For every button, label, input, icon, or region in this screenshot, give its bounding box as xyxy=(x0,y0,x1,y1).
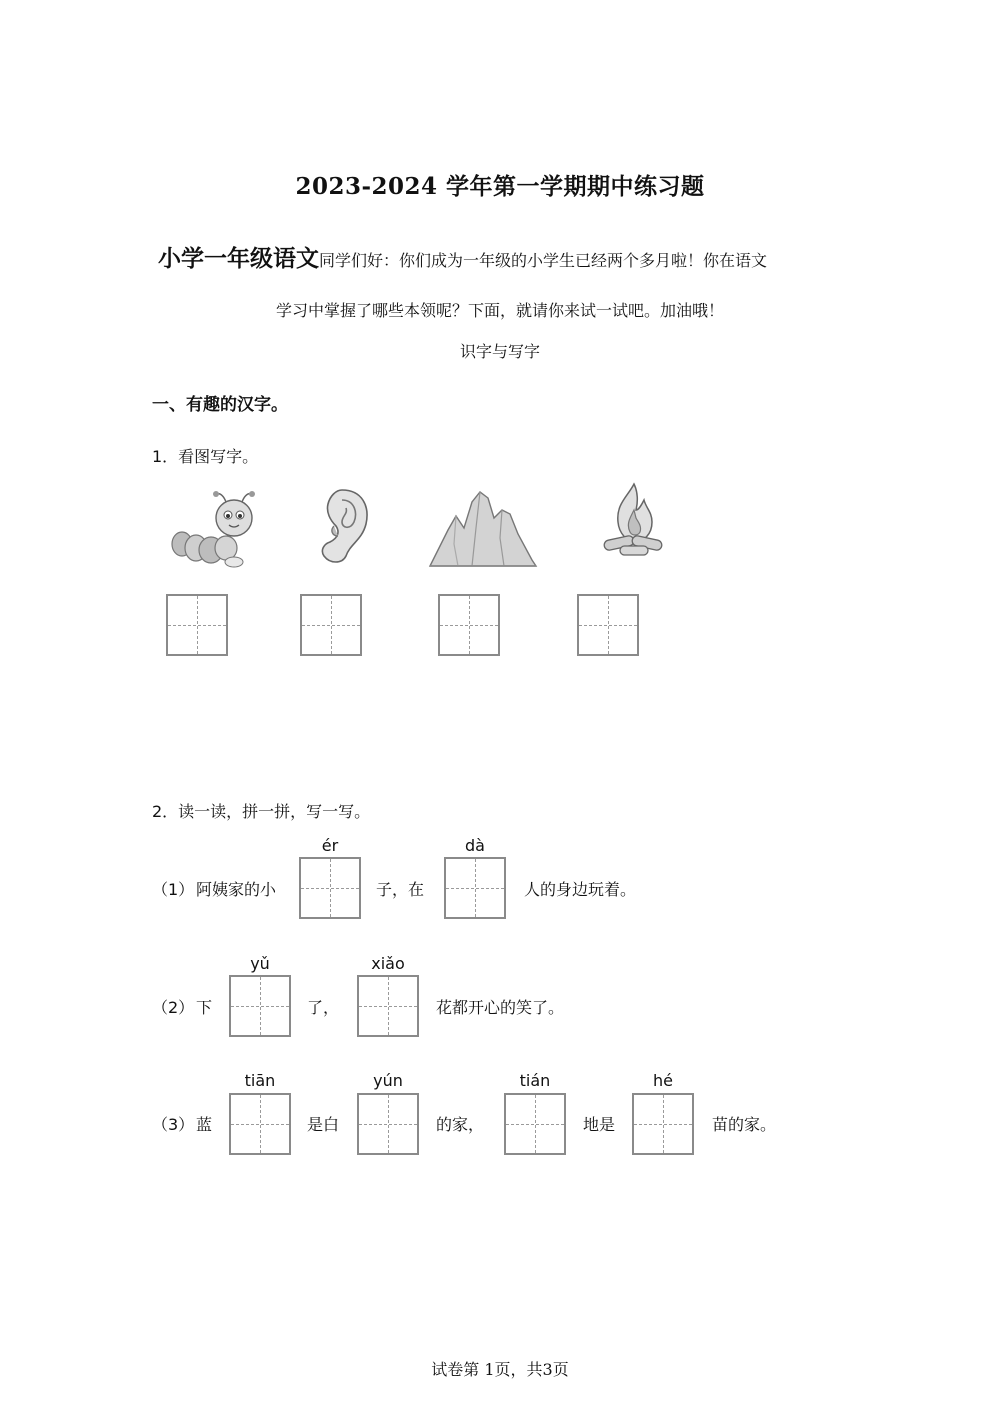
sentence-text: 下 xyxy=(196,998,213,1017)
subtitle-row xyxy=(158,240,767,273)
subtitle: 小学一年级语文 xyxy=(158,246,319,272)
sentence-number: （3） xyxy=(152,1115,195,1134)
writing-box[interactable] xyxy=(299,857,361,919)
sentence-text: 苗的家。 xyxy=(712,1115,777,1134)
sentence-text: 的家， xyxy=(436,1115,485,1134)
ear-icon xyxy=(312,486,374,566)
writing-box[interactable] xyxy=(504,1093,566,1155)
pinyin-label: hé xyxy=(653,1071,673,1090)
fire-icon xyxy=(598,480,668,560)
sentence-text: 子，在 xyxy=(376,880,425,899)
intro-line-1: 同学们好：你们成为一年级的小学生已经两个多月啦！你在语文 xyxy=(319,251,768,270)
sentence-text: 阿姨家的小 xyxy=(196,880,277,899)
pinyin-label: yún xyxy=(373,1071,403,1090)
intro-line-2: 学习中掌握了哪些本领呢？下面，就请你来试一试吧。加油哦！ xyxy=(275,301,724,320)
writing-box[interactable] xyxy=(357,1093,419,1155)
pinyin-label: dà xyxy=(465,836,485,855)
writing-box[interactable] xyxy=(300,594,362,656)
pinyin-label: xiǎo xyxy=(371,954,405,973)
q1-label: 1．看图写字。 xyxy=(152,447,259,466)
pinyin-label: ér xyxy=(321,836,339,855)
sentence-number: （1） xyxy=(152,880,195,899)
writing-box[interactable] xyxy=(632,1093,694,1155)
sentence-text: 了， xyxy=(307,998,340,1017)
sentence-text: 人的身边玩着。 xyxy=(524,880,637,899)
pinyin-label: tián xyxy=(519,1071,551,1090)
section-title: 识字与写字 xyxy=(459,342,540,361)
writing-box[interactable] xyxy=(166,594,228,656)
page-title: 2023-2024 学年第一学期期中练习题 xyxy=(295,173,705,200)
writing-box[interactable] xyxy=(438,594,500,656)
pinyin-label: yǔ xyxy=(250,954,270,973)
writing-box[interactable] xyxy=(444,857,506,919)
writing-box[interactable] xyxy=(229,975,291,1037)
caterpillar-icon xyxy=(166,488,258,572)
pinyin-label: tiān xyxy=(244,1071,276,1090)
q2-label: 2．读一读，拼一拼，写一写。 xyxy=(152,802,371,821)
sentence-text: 是白 xyxy=(307,1115,340,1134)
writing-box[interactable] xyxy=(229,1093,291,1155)
mountain-icon xyxy=(428,488,538,570)
writing-box[interactable] xyxy=(357,975,419,1037)
page-footer: 试卷第 1页，共3页 xyxy=(431,1360,569,1379)
sentence-text: 蓝 xyxy=(196,1115,213,1134)
part1-heading: 一、有趣的汉字。 xyxy=(152,395,288,415)
sentence-text: 地是 xyxy=(583,1115,616,1134)
sentence-number: （2） xyxy=(152,998,195,1017)
writing-box[interactable] xyxy=(577,594,639,656)
sentence-text: 花都开心的笑了。 xyxy=(436,998,565,1017)
